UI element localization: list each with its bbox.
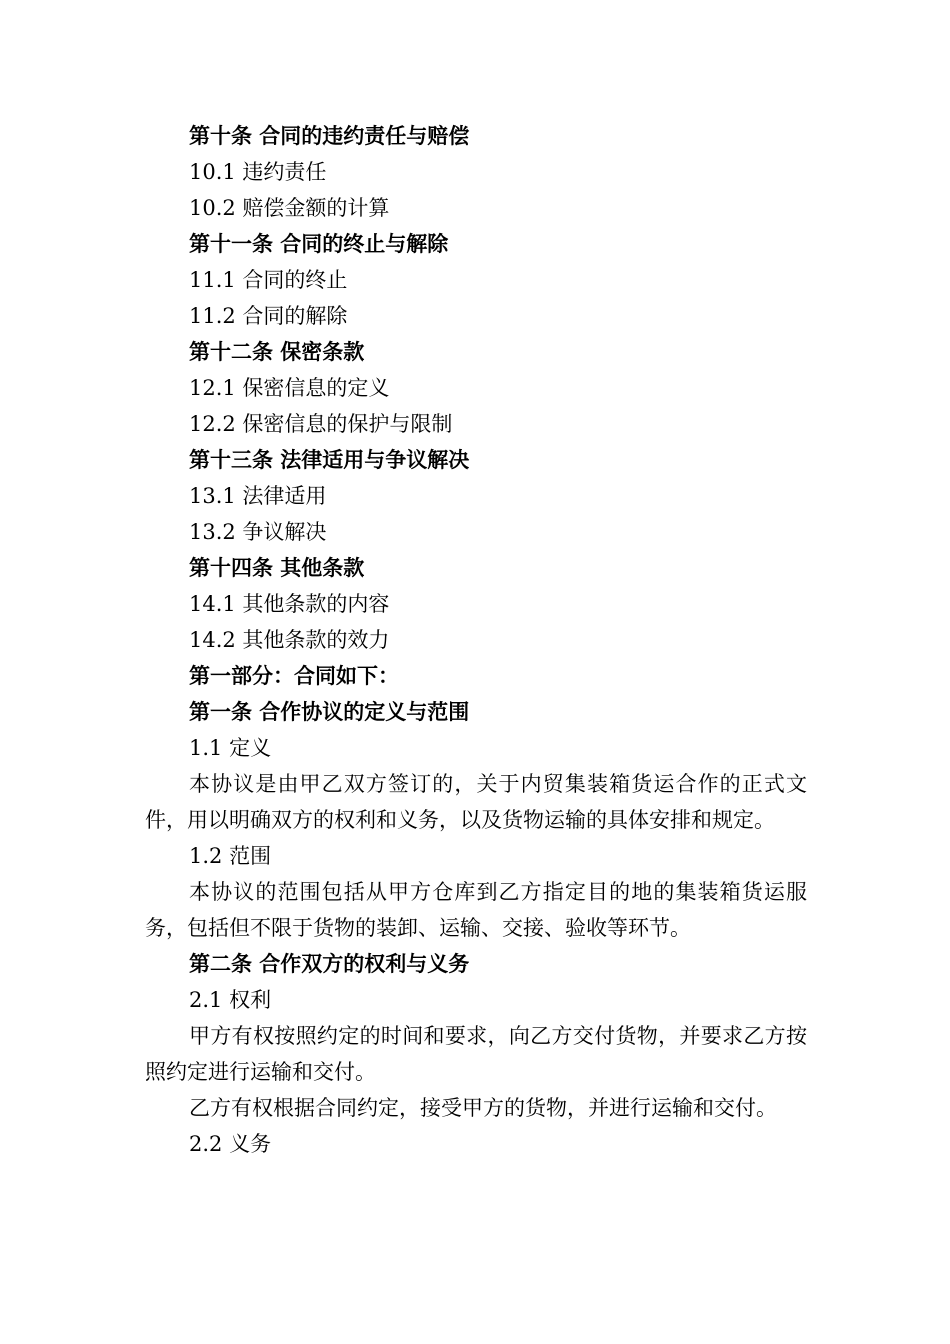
toc-heading-article-11: 第十一条 合同的终止与解除 xyxy=(189,231,449,256)
section-1-1-label: 1.1 定义 xyxy=(189,736,272,760)
section-1-2-label: 1.2 范围 xyxy=(189,844,272,868)
article-1-title: 第一条 合作协议的定义与范围 xyxy=(189,699,470,724)
document-body xyxy=(145,118,807,1162)
toc-item-11-1: 11.1 合同的终止 xyxy=(189,268,348,292)
part-title: 第一部分：合同如下： xyxy=(189,663,399,688)
toc-item-10-2: 10.2 赔偿金额的计算 xyxy=(189,196,390,220)
toc-item-12-1: 12.1 保密信息的定义 xyxy=(189,376,390,400)
toc-item-13-1: 13.1 法律适用 xyxy=(189,484,327,508)
section-1-2-text: 本协议的范围包括从甲方仓库到乙方指定目的地的集装箱货运服务，包括但不限于货物的装卸、运输、交接、验收等环节。 xyxy=(145,880,807,940)
toc-heading-article-10: 第十条 合同的违约责任与赔偿 xyxy=(189,123,470,148)
toc-item-13-2: 13.2 争议解决 xyxy=(189,520,327,544)
section-2-1-text-b: 乙方有权根据合同约定，接受甲方的货物，并进行运输和交付。 xyxy=(189,1096,777,1120)
toc-heading-article-14: 第十四条 其他条款 xyxy=(189,555,365,580)
toc-heading-article-12: 第十二条 保密条款 xyxy=(189,339,365,364)
toc-item-12-2: 12.2 保密信息的保护与限制 xyxy=(189,412,453,436)
section-1-1-text: 本协议是由甲乙双方签订的，关于内贸集装箱货运合作的正式文件，用以明确双方的权利和义务，以及货物运输的具体安排和规定。 xyxy=(145,772,807,832)
article-2-title: 第二条 合作双方的权利与义务 xyxy=(189,951,470,976)
toc-item-14-2: 14.2 其他条款的效力 xyxy=(189,628,390,652)
toc-item-14-1: 14.1 其他条款的内容 xyxy=(189,592,390,616)
toc-item-10-1: 10.1 违约责任 xyxy=(189,160,327,184)
section-2-1-label: 2.1 权利 xyxy=(189,988,272,1012)
section-2-2-label: 2.2 义务 xyxy=(189,1132,272,1156)
toc-heading-article-13: 第十三条 法律适用与争议解决 xyxy=(189,447,470,472)
section-2-1-text-a: 甲方有权按照约定的时间和要求，向乙方交付货物，并要求乙方按照约定进行运输和交付。 xyxy=(145,1024,807,1084)
toc-item-11-2: 11.2 合同的解除 xyxy=(189,304,348,328)
